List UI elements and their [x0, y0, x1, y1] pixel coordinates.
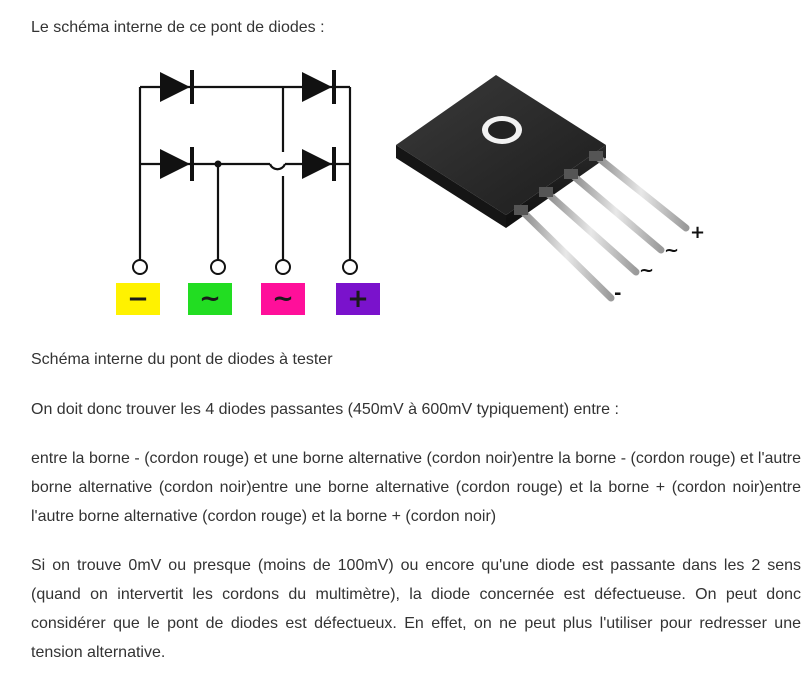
bridge-rectifier-photo	[396, 70, 726, 325]
terminal-label-plus: +	[336, 283, 380, 315]
find-diodes-text: On doit donc trouver les 4 diodes passantes (450mV à 600mV typiquement) entre :	[31, 401, 619, 418]
pin-label-plus: +	[690, 222, 706, 243]
terminal-label-ac2: ~	[261, 283, 305, 315]
terminal-label-minus: −	[116, 283, 160, 315]
pin-label-ac2: ~	[639, 260, 655, 281]
diode-bottom-left	[160, 147, 194, 181]
pin-label-minus: -	[614, 283, 622, 304]
diode-top-left	[160, 70, 194, 104]
figure-caption: Schéma interne du pont de diodes à tester	[31, 351, 333, 368]
diode-bottom-right	[302, 147, 336, 181]
terminal-ac1	[211, 260, 225, 274]
conclusion-text: Si on trouve 0mV ou presque (moins de 100mV) ou encore qu'une diode est passante dans les 2 sens (quand on intervertit les cordons du multimètre), la diode concernée est défectueuse. On peut donc considérer que le pont de diodes est défectueux. En effet, on ne peut plus l'utiliser pour redresser une tension alternative.	[31, 557, 801, 661]
pin-label-ac1: ~	[664, 240, 680, 261]
terminal-plus	[343, 260, 357, 274]
terminal-minus	[133, 260, 147, 274]
diode-top-right	[302, 70, 336, 104]
terminal-ac2	[276, 260, 290, 274]
terminal-label-ac1: ~	[188, 283, 232, 315]
intro-text: Le schéma interne de ce pont de diodes :	[31, 19, 325, 36]
test-list-text: entre la borne - (cordon rouge) et une borne alternative (cordon noir)entre la borne - (cordon rouge) et l'autre borne alternative (cordon noir)entre une borne alternative (cordon rouge) et la borne + (cordon noir)entre l'autre borne alternative (cordon rouge) et la borne + (cordon noir)	[31, 450, 801, 525]
